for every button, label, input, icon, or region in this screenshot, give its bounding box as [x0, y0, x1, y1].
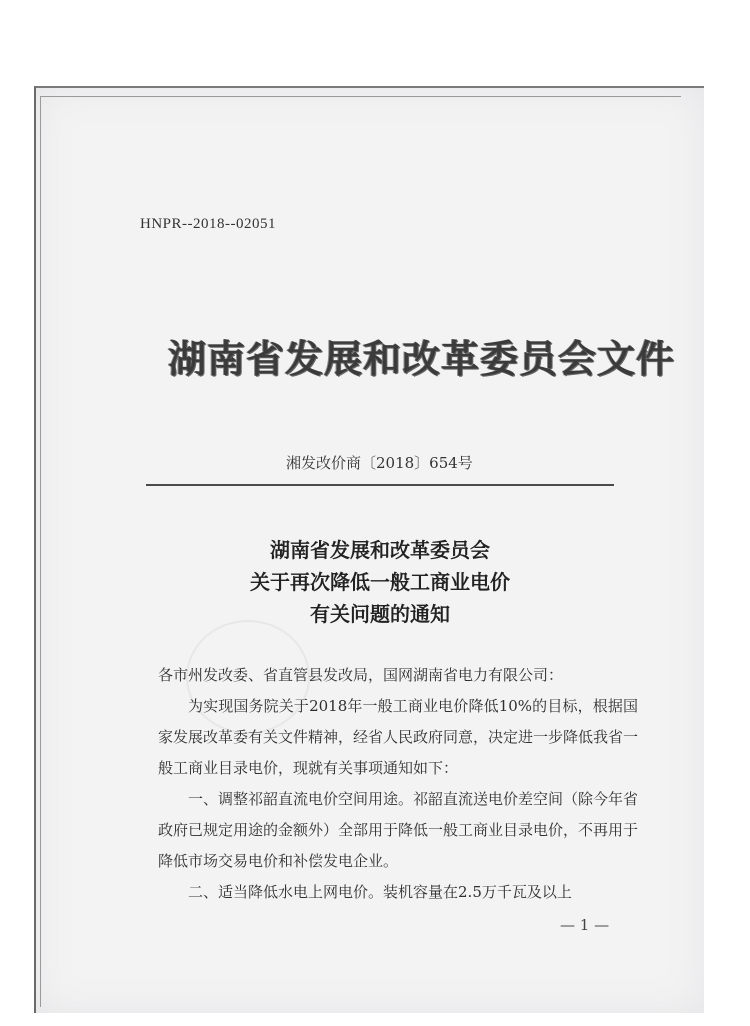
- document-code: HNPR--2018--02051: [140, 216, 276, 232]
- body-paragraph-2: 一、调整祁韶直流电价空间用途。祁韶直流送电价差空间（除今年省政府已规定用途的金额外）全部用于降低一般工商业目录电价，不再用于降低市场交易电价和补偿发电企业。: [158, 790, 639, 870]
- body-paragraph-1: 为实现国务院关于2018年一般工商业电价降低10%的目标，根据国家发展改革委有关文件精神，经省人民政府同意，决定进一步降低我省一般工商业目录电价，现就有关事项通知如下：: [158, 697, 639, 777]
- notice-title-line-2: 关于再次降低一般工商业电价: [250, 570, 510, 594]
- notice-title: [190, 534, 570, 630]
- document-body: [158, 660, 638, 908]
- document-number: 湘发改价商〔2018〕654号: [286, 454, 473, 472]
- notice-title-line-3: 有关问题的通知: [310, 602, 450, 626]
- issuer-header: 湖南省发展和改革委员会文件: [168, 336, 676, 381]
- notice-title-line-1: 湖南省发展和改革委员会: [270, 538, 490, 562]
- body-paragraph-3: 二、适当降低水电上网电价。装机容量在2.5万千瓦及以上: [188, 883, 572, 901]
- page-number: — 1 —: [560, 916, 610, 934]
- recipients-line: 各市州发改委、省直管县发改局，国网湖南省电力有限公司：: [158, 666, 564, 684]
- header-divider: [146, 484, 614, 486]
